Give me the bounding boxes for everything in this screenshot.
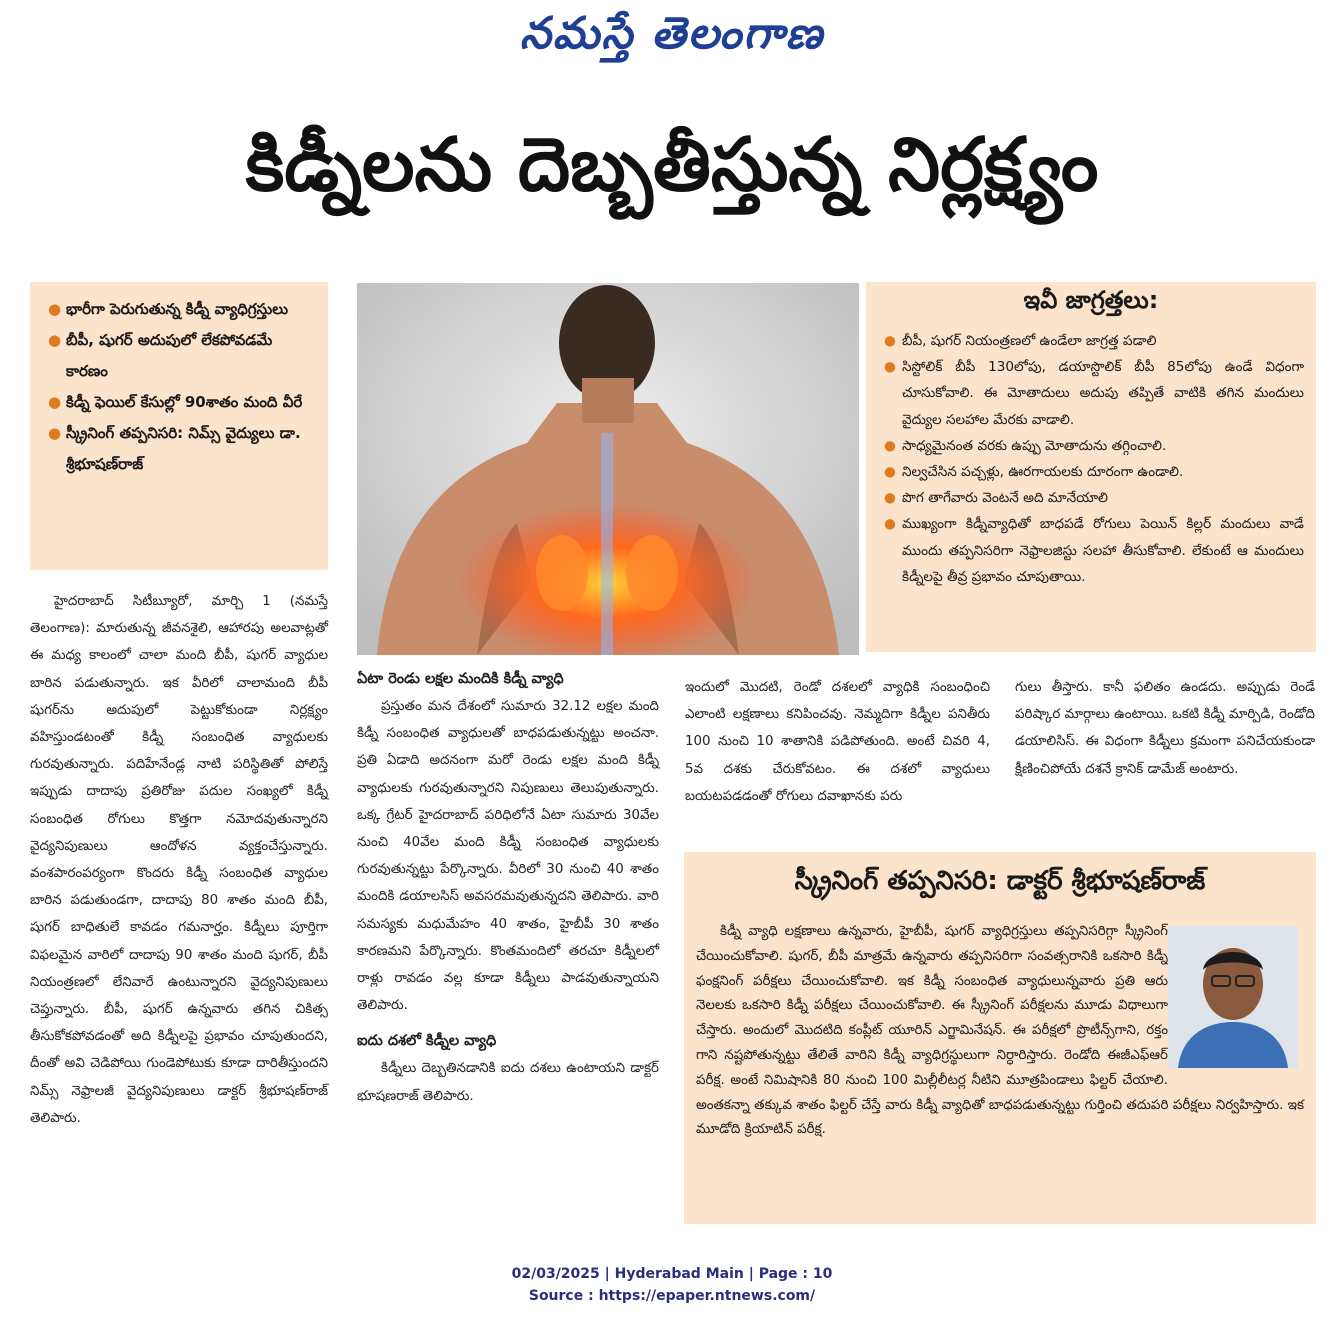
footer-source-line: Source : https://epaper.ntnews.com/: [528, 1288, 816, 1304]
bullet-icon: ●: [48, 331, 62, 349]
precaution-item: ● నిల్వచేసిన పచ్చళ్లు, ఊరగాయలకు దూరంగా ఉండాలి.: [882, 459, 1304, 485]
article-column-4: [1015, 674, 1315, 783]
back-pain-photo: [357, 283, 859, 655]
back-pain-illustration: [357, 283, 859, 655]
highlight-item: ● స్క్రీనింగ్ తప్పనిసరి: నిమ్స్ వైద్యులు డా. శ్రీభూషణ్‌రాజ్: [44, 418, 318, 480]
bullet-icon: ●: [48, 393, 62, 411]
footer: [0, 1263, 1344, 1307]
precautions-box: [866, 282, 1316, 652]
bullet-icon: ●: [884, 333, 896, 349]
highlights-list: [30, 282, 328, 480]
article-body-1: హైదరాబాద్ సిటీబ్యూరో, మార్చి 1 (నమస్తే తెలంగాణ): మారుతున్న జీవనశైలి, ఆహారపు అలవాట్లతో ఈ మధ్య కాలంలో చాలా మంది బీపీ, షుగర్ వ్యాధుల బారిన పడుతున్నారు. ఇక వీరిలో చాలామంది బీపీ షుగర్‌ను అదుపులో పెట్టుకోకుండా నిర్లక్ష్యం వహిస్తుండటంతో కిడ్నీ సంబంధిత వ్యాధులకు గురవుతున్నారు. పదిహేనేండ్ల నాటి పరిస్థితితో పోలిస్తే ఇప్పుడు దాదాపు ప్రతిరోజు పదుల సంఖ్యలో కిడ్నీ సంబంధిత రోగులు కొత్తగా నమోదవుతున్నారని వైద్యనిపుణులు ఆందోళన వ్యక్తంచేస్తున్నారు. వంశపారంపర్యంగా కొందరు కిడ్నీ సంబంధిత వ్యాధుల బారిన పడుతుండగా, దాదాపు 80 శాతం మంది బీపీ, షుగర్ బాధితులే కావడం గమనార్హం. కిడ్నీలు పూర్తిగా విఫలమైన వారిలో దాదాపు 90 శాతం మంది షుగర్, బీపీ నియంత్రణలో లేనివారే ఉంటున్నారని వైద్యనిపుణులు చెప్తున్నారు. బీపీ, షుగర్ ఉన్నవారు తగిన చికిత్స తీసుకోకపోవడంతో అది కిడ్నీలపై ప్రభావం చూపుతుందని, దీంతో అవి చెడిపోయి గుండెపోటుకు కూడా దారితీస్తుందని నిమ్స్ నెఫ్రాలజీ వైద్యనిపుణులు డాక్టర్ శ్రీభూషణ్‌రాజ్ తెలిపారు.: [30, 594, 328, 1126]
article-column-2: [357, 665, 659, 1110]
article-column-3: [685, 674, 990, 810]
section-body: ప్రస్తుతం మన దేశంలో సుమారు 32.12 లక్షల మంది కిడ్నీ సంబంధిత వ్యాధులతో బాధపడుతున్నట్టు అంచనా. ప్రతి ఏడాది అదనంగా మరో రెండు లక్షల మంది కిడ్నీ వ్యాధులకు గురవుతున్నారని నిపుణులు తెలుపుతున్నారు. ఒక్క గ్రేటర్ హైదరాబాద్ పరిధిలోనే ఏటా సుమారు 30వేల నుంచి 40వేల మంది కిడ్నీ సంబంధిత వ్యాధులకు గురవుతున్నట్టు పేర్కొన్నారు. వీరిలో 30 నుంచి 40 శాతం మందికి డయాలసిస్ అవసరమవుతున్నదని తెలిపారు. వారి సమస్యకు మధుమేహం 40 శాతం, హైబీపీ 30 శాతం కారణమని పేర్కొన్నారు. కొంతమందిలో తరచూ కిడ్నీలలో రాళ్లు రావడం వల్ల కూడా కిడ్నీలు పాడవుతున్నాయని తెలిపారు.: [357, 699, 659, 1014]
screening-box: [684, 852, 1316, 1224]
bullet-icon: ●: [48, 424, 62, 442]
bullet-icon: ●: [48, 300, 62, 318]
precautions-title: ఇవీ జాగ్రత్తలు:: [1023, 286, 1159, 314]
section-heading: ఏటా రెండు లక్షల మందికి కిడ్నీ వ్యాధి: [357, 671, 564, 687]
section-body: కిడ్నీలు దెబ్బతినడానికి ఐదు దశలు ఉంటాయని డాక్టర్ భూషణరాజ్ తెలిపారు.: [357, 1061, 659, 1104]
section-heading: ఐదు దశలో కిడ్నీల వ్యాధి: [357, 1033, 497, 1050]
bullet-icon: ●: [884, 516, 896, 533]
article-body-4: గులు తీస్తారు. కానీ ఫలితం ఉండదు. అప్పుడు రెండే పరిష్కార మార్గాలు ఉంటాయి. ఒకటి కిడ్నీ మార్పిడి, రెండోది డయాలిసిస్. ఈ విధంగా కిడ్నీలు క్రమంగా పనిచేయకుండా క్షీణించిపోయే దశనే క్రానిక్ డామేజ్ అంటారు.: [1015, 680, 1315, 777]
highlight-item: ● భారీగా పెరుగుతున్న కిడ్నీ వ్యాధిగ్రస్తులు: [44, 294, 318, 325]
precaution-item: ● బీపీ, షుగర్ నియంత్రణలో ఉండేలా జాగ్రత్త పడాలి: [882, 328, 1304, 354]
footer-edition-line: 02/03/2025 | Hyderabad Main | Page : 10: [511, 1266, 833, 1282]
highlight-item: ● బీపీ, షుగర్ అదుపులో లేకపోవడమే కారణం: [44, 325, 318, 387]
precaution-item: ● పొగ తాగేవారు వెంటనే అది మానేయాలి: [882, 485, 1304, 511]
headline: కిడ్నీలను దెబ్బతీస్తున్న నిర్లక్ష్యం: [245, 122, 1099, 208]
article-column-1: [30, 588, 328, 1132]
screening-title: స్క్రీనింగ్ తప్పనిసరి: డాక్టర్ శ్రీభూషణ్‌రాజ్: [794, 866, 1206, 896]
precaution-item: ● ముఖ్యంగా కిడ్నీవ్యాధితో బాధపడే రోగులు పెయిన్ కిల్లర్ మందులు వాడే ముందు తప్పనిసరిగా నెఫ్రాలజిస్టు సలహా తీసుకోవాలి. లేకుంటే ఆ మందులు కిడ్నీలపై తీవ్ర ప్రభావం చూపుతాయి.: [882, 511, 1304, 590]
bullet-icon: ●: [884, 359, 896, 376]
article-body-3: ఇందులో మొదటి, రెండో దశలలో వ్యాధికి సంబంధించి ఎలాంటి లక్షణాలు కనిపించవు. నెమ్మదిగా కిడ్నీల పనితీరు 100 నుంచి 10 శాతానికి పడిపోతుంది. అంటే చివరి 4, 5వ దశకు చేరుకోవటం. ఈ దశలో వ్యాధులు బయటపడడంతో రోగులు దవాఖానకు పరు: [685, 680, 990, 804]
doctor-portrait: [1168, 926, 1298, 1068]
precaution-item: ● సాధ్యమైనంత వరకు ఉప్పు మోతాదును తగ్గించాలి.: [882, 433, 1304, 459]
precautions-list: [866, 322, 1316, 590]
precaution-item: ● సిస్టోలిక్ బీపీ 130లోపు, డయాస్టొలిక్ బీపీ 85లోపు ఉండే విధంగా చూసుకోవాలి. ఈ మోతాదులు అదుపు తప్పితే వాటికి తగిన మందులు వైద్యుల సలహాల మేరకు వాడాలి.: [882, 354, 1304, 433]
screening-body: కిడ్నీ వ్యాధి లక్షణాలు ఉన్నవారు, హైబీపీ, షుగర్ వ్యాధిగ్రస్తులు తప్పనిసరిగ్గా స్క్రీనింగ్ చేయించుకోవాలి. షుగర్, బీపీ మాత్రమే ఉన్నవారు తప్పనిసరిగా సంవత్సరానికి ఒకసారి కిడ్నీ ఫంక్షనింగ్ పరీక్షలు చేయించుకోవాలి. ఇక కిడ్నీ సంబంధిత వ్యాధులున్నవారు ప్రతి ఆరు నెలలకు ఒకసారి కిడ్నీ పరీక్షలు చేయించుకోవాలి. ఈ స్క్రీనింగ్ పరీక్షలను మూడు విధాలుగా చేస్తారు. అందులో మొదటిది కంప్లీట్ యూరిన్ ఎగ్జామినేషన్. ఈ పరీక్షలో ప్రొటీన్స్‌గాని, రక్తం గాని నష్టపోతున్నట్టు తేలితే వారిని కిడ్నీ వ్యాధిగ్రస్థులుగా నిర్ధారిస్తారు. రెండోది ఈజీఎఫ్‌ఆర్ పరీక్ష. అంటే నిమిషానికి 80 నుంచి 100 మిల్లీలీటర్ల నీటిని మూత్రపిండాలు ఫిల్టర్ చేయాలి. అంతకన్నా తక్కువ శాతం ఫిల్టర్ చేస్తే వారు కిడ్నీ వ్యాధితో బాధపడుతున్నట్టు గుర్తించి తదుపరి పరీక్షలు నిర్వహిస్తారు. ఇక మూడోది క్రియాటిన్ పరీక్ష.: [696, 924, 1304, 1138]
bullet-icon: ●: [884, 464, 896, 481]
highlights-box: [30, 282, 328, 570]
doctor-photo: [1168, 926, 1298, 1068]
masthead: నమస్తే తెలంగాణ: [519, 8, 825, 59]
bullet-icon: ●: [884, 437, 896, 454]
highlight-item: ● కిడ్నీ ఫెయిల్ కేసుల్లో 90శాతం మంది వీరే: [44, 387, 318, 418]
bullet-icon: ●: [884, 490, 896, 507]
